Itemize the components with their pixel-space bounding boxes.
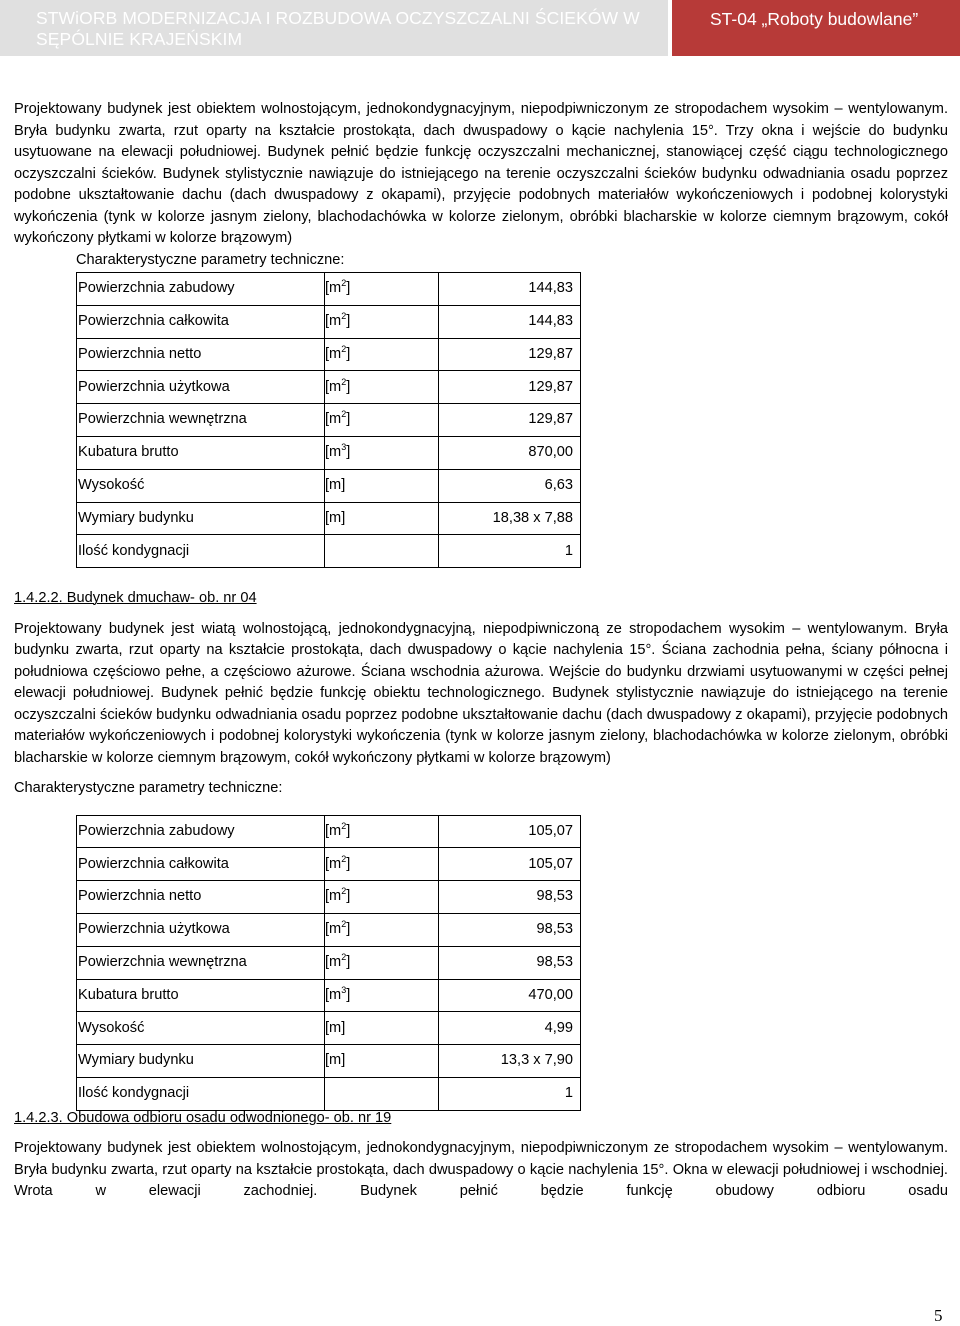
param-unit (325, 881, 439, 914)
param-value: 6,63 (439, 469, 581, 502)
param-unit (325, 946, 439, 979)
specification-code-banner (672, 0, 960, 56)
param-unit-end: ] (346, 888, 351, 905)
param-unit-exponent: 2 (341, 820, 347, 831)
param-name: Powierzchnia netto (77, 881, 325, 914)
param-name: Powierzchnia użytkowa (77, 371, 325, 404)
section2-params-table (76, 815, 581, 1111)
param-unit-exponent: 2 (341, 409, 347, 420)
param-unit-base: [m] (325, 509, 346, 526)
param-unit-end: ] (346, 312, 351, 329)
param-unit-base: [m (325, 822, 342, 839)
document-title-line1: STWiORB MODERNIZACJA I ROZBUDOWA OCZYSZCZALNI ŚCIEKÓW W (36, 8, 640, 28)
param-name: Powierzchnia zabudowy (77, 815, 325, 848)
param-unit (325, 404, 439, 437)
param-unit (325, 502, 439, 535)
param-value: 18,38 x 7,88 (439, 502, 581, 535)
param-name: Ilość kondygnacji (77, 535, 325, 568)
param-unit-base: [m (325, 345, 342, 362)
param-name: Powierzchnia netto (77, 338, 325, 371)
param-name: Powierzchnia całkowita (77, 848, 325, 881)
param-unit-exponent: 2 (341, 311, 347, 322)
param-row (77, 1078, 581, 1111)
section1-paragraph: Projektowany budynek jest obiektem wolnostojącym, jednokondygnacyjnym, niepodpiwniczonym ze stropodachem wysokim – wentylowanym. Bryła budynku zwarta, rzut oparty na kształcie prostokąta, dach dwuspadowy o kącie nachylenia 15°. Trzy okna i wejście do budynku usytuowane na elewacji południowej. Budynek pełnić będzie funkcję oczyszczalni mechanicznej, stanowiącej część ciągu technologicznego oczyszczalni ścieków. Budynek stylistycznie nawiązuje do istniejącego na terenie oczyszczalni ścieków budynku odwadniania osadu poprzez podobne ukształtowanie dachu (dach dwuspadowy z okapami), przyjęcie podobnych materiałów wykończeniowych i podobnej kolorystyki wykończenia (tynk w kolorze jasnym zielony, blachodachówka w kolorze zielonym, obróbki blacharskie w kolorze ciemnym brązowym, cokół wykończony płytkami w kolorze brązowym) (14, 101, 948, 246)
param-unit (325, 815, 439, 848)
param-unit-exponent: 2 (341, 919, 347, 930)
param-value: 129,87 (439, 338, 581, 371)
param-unit-exponent: 2 (341, 343, 347, 354)
param-unit-end: ] (346, 411, 351, 428)
param-unit-end: ] (346, 986, 351, 1003)
param-value: 144,83 (439, 273, 581, 306)
param-unit-exponent: 3 (341, 442, 347, 453)
param-unit-base: [m (325, 280, 342, 297)
param-unit (325, 1045, 439, 1078)
param-name: Kubatura brutto (77, 436, 325, 469)
document-body (14, 99, 948, 1203)
param-value: 98,53 (439, 946, 581, 979)
section2-heading-text: 1.4.2.2. Budynek dmuchaw- ob. nr 04 (14, 590, 257, 607)
param-unit-exponent: 2 (341, 278, 347, 289)
section2-paragraph: Projektowany budynek jest wiatą wolnostojącą, jednokondygnacyjną, niepodpiwniczoną ze stropodachem wysokim – wentylowanym. Bryła budynku zwarta, rzut oparty na kształcie prostokąta, dach dwuspadowy o kącie nachylenia 15°. Ściana zachodnia pełna, ściany północna i południowa częściowo pełne, a częściowo ażurowe. Ściana wschodnia ażurowa. Wejście do budynku drzwiami usytuowanymi w części pełnej elewacji południowej. Budynek pełnić będzie funkcję obiektu technologicznego. Budynek stylistycznie nawiązuje do istniejącego na terenie oczyszczalni ścieków budynku odwadniania osadu poprzez podobne ukształtowanie dachu (dach dwuspadowy z okapami), przyjęcie podobnych materiałów wykończeniowych i podobnej kolorystyki wykończenia (tynk w kolorze jasnym zielony, blachodachówka w kolorze zielonym, obróbki blacharskie w kolorze ciemnym brązowym, cokół wykończony płytkami w kolorze brązowym) (14, 620, 948, 766)
param-value: 129,87 (439, 371, 581, 404)
page-header (0, 0, 960, 58)
param-row (77, 436, 581, 469)
param-unit (325, 848, 439, 881)
param-name: Wymiary budynku (77, 1045, 325, 1078)
param-row (77, 914, 581, 947)
param-row (77, 338, 581, 371)
param-name: Powierzchnia wewnętrzna (77, 946, 325, 979)
param-name: Wysokość (77, 469, 325, 502)
param-row (77, 815, 581, 848)
param-unit-end: ] (346, 280, 351, 297)
param-value: 129,87 (439, 404, 581, 437)
param-unit-base: [m (325, 312, 342, 329)
param-unit (325, 1012, 439, 1045)
param-unit (325, 273, 439, 306)
param-name: Kubatura brutto (77, 979, 325, 1012)
param-value: 105,07 (439, 815, 581, 848)
param-row (77, 535, 581, 568)
param-row (77, 1045, 581, 1078)
param-row (77, 469, 581, 502)
param-value: 470,00 (439, 979, 581, 1012)
param-unit-base: [m] (325, 1019, 346, 1036)
param-unit-end: ] (346, 378, 351, 395)
param-unit-end: ] (346, 954, 351, 970)
param-value: 98,53 (439, 881, 581, 914)
param-row (77, 979, 581, 1012)
specification-code: ST-04 „Roboty budowlane” (710, 9, 919, 29)
param-unit-exponent: 2 (341, 853, 347, 864)
param-unit-base: [m (325, 986, 342, 1003)
param-row (77, 1012, 581, 1045)
section1-params-label: Charakterystyczne parametry techniczne: (76, 251, 345, 268)
section3-paragraph: Projektowany budynek jest obiektem wolnostojącym, jednokondygnacyjnym, niepodpiwniczonym ze stropodachem wysokim – wentylowanym. Bryła budynku zwarta, rzut oparty na kształcie prostokąta, dach dwuspadowy o kącie nachylenia 15°. Okna w elewacji południowej i wschodniej. Wrota w elewacji zachodniej. Budynek pełnić będzie funkcję obudowy odbioru osadu (14, 1140, 948, 1200)
param-row (77, 881, 581, 914)
document-title-line2: SĘPÓLNIE KRAJEŃSKIM (36, 29, 243, 49)
param-row (77, 305, 581, 338)
param-row (77, 404, 581, 437)
param-value: 105,07 (439, 848, 581, 881)
param-unit-base: [m] (325, 476, 346, 493)
section2-heading (14, 588, 948, 610)
param-unit-end: ] (346, 444, 351, 461)
section1-params-table (76, 272, 581, 568)
param-unit-end: ] (346, 921, 351, 938)
param-name: Powierzchnia wewnętrzna (77, 404, 325, 437)
param-unit-base: [m (325, 378, 342, 395)
param-unit-end: ] (346, 345, 351, 362)
param-name: Powierzchnia zabudowy (77, 273, 325, 306)
param-unit-base: [m (325, 921, 342, 938)
param-unit (325, 469, 439, 502)
param-name: Ilość kondygnacji (77, 1078, 325, 1111)
param-value: 144,83 (439, 305, 581, 338)
param-unit (325, 305, 439, 338)
param-unit-base: [m (325, 855, 342, 872)
param-value: 1 (439, 535, 581, 568)
param-unit (325, 914, 439, 947)
page-number: 5 (934, 1306, 943, 1325)
param-value: 870,00 (439, 436, 581, 469)
param-name: Powierzchnia użytkowa (77, 914, 325, 947)
param-unit (325, 436, 439, 469)
param-row (77, 273, 581, 306)
param-unit (325, 535, 439, 568)
param-value: 13,3 x 7,90 (439, 1045, 581, 1078)
section3-heading-text: 1.4.2.3. Obudowa odbioru osadu odwodnionego- ob. nr 19 (14, 1109, 392, 1126)
param-unit-end: ] (346, 855, 351, 872)
param-unit-base: [m] (325, 1052, 346, 1069)
section3-heading (14, 1108, 948, 1130)
param-name: Wysokość (77, 1012, 325, 1045)
param-value: 98,53 (439, 914, 581, 947)
param-unit-exponent: 2 (341, 376, 347, 387)
param-unit (325, 979, 439, 1012)
param-unit (325, 338, 439, 371)
param-unit-base: [m (325, 444, 342, 461)
param-unit-exponent: 2 (341, 886, 347, 897)
param-unit-base: [m (325, 411, 342, 428)
param-value: 4,99 (439, 1012, 581, 1045)
param-unit-end: ] (346, 822, 351, 839)
param-row (77, 848, 581, 881)
param-unit-exponent: 3 (341, 984, 347, 995)
document-title-banner (0, 0, 668, 56)
param-row (77, 946, 581, 979)
param-unit-base: [m (325, 888, 342, 905)
section2-params-label: Charakterystyczne parametry techniczne: (14, 780, 283, 797)
param-name: Powierzchnia całkowita (77, 305, 325, 338)
param-unit-exponent: 2 (341, 952, 347, 963)
param-unit (325, 371, 439, 404)
param-row (77, 371, 581, 404)
param-value: 1 (439, 1078, 581, 1111)
param-row (77, 502, 581, 535)
param-name: Wymiary budynku (77, 502, 325, 535)
param-unit-base: [m (325, 954, 342, 970)
param-unit (325, 1078, 439, 1111)
